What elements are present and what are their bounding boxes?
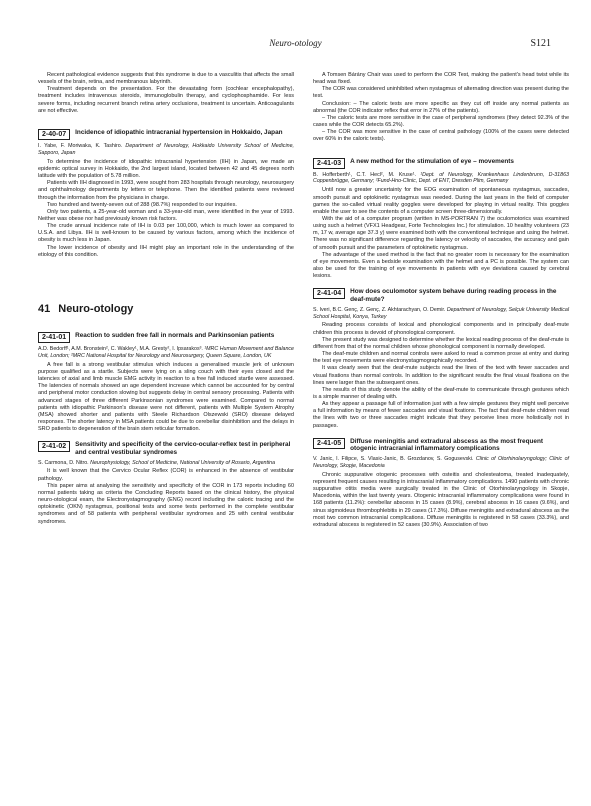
abstract-title: Diffuse meningitis and extradural abscess as the most frequent otogenic intracranial inflammatory complications [350,437,543,453]
authors: A.D. Bedorff¹, A.M. Bronstein², C. Wakley¹, M.A. Gresty², I. Ipsarakos³. [38,345,203,352]
paragraph: Until now a greater uncertainty for the EOG examination of spontaneous nystagmus, saccades, smooth pursuit and optokinetic nystagmus was needed. During the last years in the field of computer games the so-called virtual reality goggles were developed for playing in virtual reality. This goggles enable the user to see the contents of a computer screen three-dimensionally. [313,187,569,215]
authors: S. Carmona, D. Nitro. [38,459,89,466]
abstract-heading [38,441,294,456]
affiliation: ¹Dept. of Neurology, Krankenhaus Lindenbrunn, D-31863 Coppenbrügge, Germany; ²Fund-Hno-Clinic, Dept. of ENT, Dresden Plim, Germany [313,171,569,185]
abstract-heading [38,129,294,140]
abstract-number: 2-41-03 [313,158,345,169]
abstract-number: 2-41-01 [38,332,70,343]
continued-abstract [313,72,569,144]
abstract-2-41-03 [313,158,569,281]
author-line [313,456,569,470]
running-head [40,38,551,52]
paragraph: Treatment depends on the presentation. For the devastating form (cochlear encephalopathy), treatment includes intravenous steroids, immunoglobulin therapy, and cyclophosphamide. For less severe forms, including recurrent branch retina artery occlusions, treatment is uncertain. Anticoagulants are not effective. [38,86,294,114]
section-title: Neuro-otology [58,302,134,315]
paragraph: Two hundred and twenty-seven out of 288 (98.7%) responded to our inquiries. [47,201,237,208]
authors: V. Janic, I. Filipce, S. Vlasic-Janic, B. Grozdanov, S. Gogusevski. [313,455,474,462]
paragraph: Only two patients, a 25-year-old woman and a 33-year-old man, were identified in the year of 1993. Neither was obese nor had previously known risk factors. [38,208,294,222]
paragraph: The results of this study denote the ability of the deaf-mute to communicate through gestures which is a simple manner of dealing with. [313,386,569,400]
conclusion-item: – The caloric tests are more sensitive in the case of peripheral syndromes (they detect 92.3% of the cases while the COR detects 65.2%). [313,114,569,129]
abstract-number: 2-41-04 [313,288,345,299]
paragraph: The advantage of the used method is the fact that no greater room is necessary for the examination of eye movements. Even a bedside examination with the helmet and a PC is possible. The system can also be used for the training of eye movements in patients with eye deviations caused by cerebral lesions. [313,251,569,280]
paragraph: The deaf-mute children and normal controls were asked to read a common prose at entry and during the test eye movements were electronystagmographically recorded. [313,351,569,365]
affiliation: Department of Neurology, Selçuk University Medical School Hospital, Konya, Turkey [313,306,570,320]
paragraph: It is well known that the Cervico Ocular Reflex (COR) is enhanced in the absence of vestibular pathology. [38,468,294,482]
paragraph: As they appear a passage full of information just with a few simple gestures they might well perceive a full information by means of fewer saccades and visual fixations. The fact that deaf-mute children read the lines with two or three saccades might indicate that they perceive lines more holistically not in passages. [313,401,569,429]
affiliation: Neurophysiology, School of Medicine, National University of Rosario, Argentina [90,459,276,466]
conclusion-item: – The COR was more sensitive in the case of central pathology (100% of the cases were detected over 60% in the caloric tests). [313,129,569,143]
abstract-title: Reaction to sudden free fall in normals and Parkinsonian patients [75,331,275,339]
section-number: 41 [38,302,51,315]
affiliation: Department of Neurology, Hokkaido University School of Medicine, Sapporo, Japan [38,142,294,156]
running-title: Neuro-otology [269,38,322,48]
abstract-title: How does oculomotor system behave during reading process in the deaf-mute? [350,288,557,303]
affiliation: Clinic of Otorhinolaryngology; Clinic of Neurology, Skopje, Macedonia [313,455,569,469]
continued-abstract [38,72,294,115]
paragraph: Reading process consists of lexical and phonological components and in principally deaf-mute children this process is devoid of phonological component. [313,322,569,336]
paragraph: The lower incidence of obesity and IIH might play an important role in the understanding of the etiology of this condition. [38,244,294,258]
right-column [313,72,569,537]
authors: I. Yabe, F. Moriwaka, K. Tashiro. [38,142,123,149]
abstract-heading [313,288,569,303]
abstract-number: 2-40-07 [38,129,70,140]
abstract-heading [313,438,569,453]
paragraph: The present study was designed to determine whether the lexical reading process of the deaf-mute is different from that of the normal children whose phonological component is normally developed. [313,336,569,350]
abstract-number: 2-41-05 [313,438,345,449]
conclusion-paragraph: Conclusion: – The caloric tests are more specific as they cut off inside any normal patients as abnormal (the COR indicator reflex that error in 27% of the patients). [313,100,569,114]
author-line [38,143,294,157]
abstract-2-41-04 [313,288,569,429]
paragraph: It was clearly seen that the deaf-mute subjects read the lines of the text with fewer saccades and visual fixations than normal controls. In addition to the significant results the final visual fixations on the lines were larger than the subsequent ones. [313,365,569,386]
abstract-2-41-05 [313,438,569,529]
abstract-title: A new method for the stimulation of eye – movements [350,157,514,165]
paragraph: To determine the incidence of idiopathic intracranial hypertension (IIH) in Japan, we made an epidemic optical survey in Hokkaido, the 2nd largest island, located between 42 and 45 degrees north latitude with the population of 5.78 million. [38,158,294,180]
author-line [313,172,569,186]
abstract-2-41-02 [38,441,294,525]
paragraph: Patients with IIH diagnosed in 1993, were sought from 283 hospitals through neurology, neurosurgery and ophthalmology departments by letters or telephone. Then the identified patients were reviewed through the information from the physicians in charge. [38,180,294,201]
authors: S. Iveri, B.C. Genç, Z. Genç, Z. Akhtarachyan, O. Demir. [313,306,446,313]
abstract-2-40-07 [38,129,294,259]
authors: B. Hofferberth¹, C.T. Hecl², M. Kruse¹. [313,171,416,178]
author-line [313,307,569,321]
paragraph: A Tomsen Bárány Chair was used to perform the COR Test, making the patient's head twist while its head was fixed. [313,72,569,86]
abstract-heading [313,158,569,169]
abstract-title: Incidence of idiopathic intracranial hypertension in Hokkaido, Japan [75,128,283,136]
paragraph: The COR was considered uninhibited when nystagmus of alternating direction was present during the test. [313,86,569,100]
paragraph: A free fall is a strong vestibular stimulus which induces a generalised muscle jerk of unknown purpose qualified as a startle. Subjects were lying on a sling couch with their eyes closed and the latencies of axial and limb muscle EMG activity in reaction to a free fall induced startle were assessed. The latencies of normals showed an age dependent increase which cannot be accounted for by central and peripheral motor conduction slowing but suggests delay in central sensory processing. Patients with advanced stages of three different Parkinsonian syndromes were examined. Compared to normal patients with idiopathic Parkinson's disease were not different, patients with Multiple System Atrophy (MSA) showed shorter and patients with Steele Richardson Olszewski (SRO) disease delayed responses. The shorter latency in MSA patients could be due to cerebellar disinhibition and the delays in SRO patients to degeneration of the brain stem reticular formation. [38,361,294,433]
abstract-title: Sensitivity and specificity of the cervico-ocular-reflex test in peripheral and central vestibular syndromes [75,441,291,456]
paragraph: Chronic suppurative otogenic processes with osteitis and cholesteatoma, treated inadequately, represent frequent causes resulting in intracranial inflammatory complications. 1490 patients with chronic suppurative otitis media were surgically treated in the Clinic of Otorhinolaryngology in Skopje, Macedonia, within the last twenty years. Otogenic intracranial inflammatory complications were found in 168 patients (11.2%): cerebellar abscess in 15 cases (8.9%), cerebral abscess in 16 cases (9.6%), and sinus sigmoideus thrombophlebitis in 29 cases (17.3%). Diffuse meningitis and extradural abscess as the most two common intracranial complications. Diffuse meningitis is registered in 58 cases (33.3%), and extradural abscess is registered in 52 cases (30.9%). Association of two [313,471,569,528]
abstract-number: 2-41-02 [38,441,70,452]
section-heading [38,303,294,316]
affiliation: ¹MRC Human Movement and Balance Unit, London; ²MRC National Hospital for Neurology and Neurosurgery, Queen Square, London, UK [38,345,294,359]
abstract-heading [38,332,294,343]
abstract-2-41-01 [38,332,294,433]
author-line [38,346,294,360]
paragraph: This paper aims at analysing the sensitivity and specificity of the COR in 173 reports including 60 normal patients taking as criteria the Concluding Reports based on the clinical history, the physical neuro-otological exam, the Electronystagmography (ENG) record including the caloric tracing and the optokinetic (OKN) nystagmus, positional tests and some tests performed in the complete vestibular syndromes and of 58 patients with peripheral vestibular syndromes and 25 with central vestibular syndromes. [38,482,294,525]
page-number: S121 [530,38,551,49]
author-line [38,460,294,467]
left-column [38,72,294,534]
paragraph: With the aid of a computer program (written in MS-PORTRAN 7) the oculomotorics was examined using such a helmet (VFX1 Headgear, Forte Technologies Inc.) for stimulation. 10 healthy volunteers (23 m, 17 w, average age 37.3 y) were examined both with the conventional technique and using the helmet. There was no significant difference regarding the latency or velocity of saccades, the accuracy and gain of smooth pursuit and the parameters of optokinetic nystagmus. [313,216,569,251]
paragraph: The crude annual incidence rate of IIH is 0.03 per 100,000, which is much lower as compared to U.S.A. and Libya. IIH is well-known to be caused by various factors, among which the incidence of obesity is much less in Japan. [38,223,294,244]
paragraph: Recent pathological evidence suggests that this syndrome is due to a vasculitis that affects the small vessels of the brain, retina, and membranous labyrinth. [38,72,294,86]
